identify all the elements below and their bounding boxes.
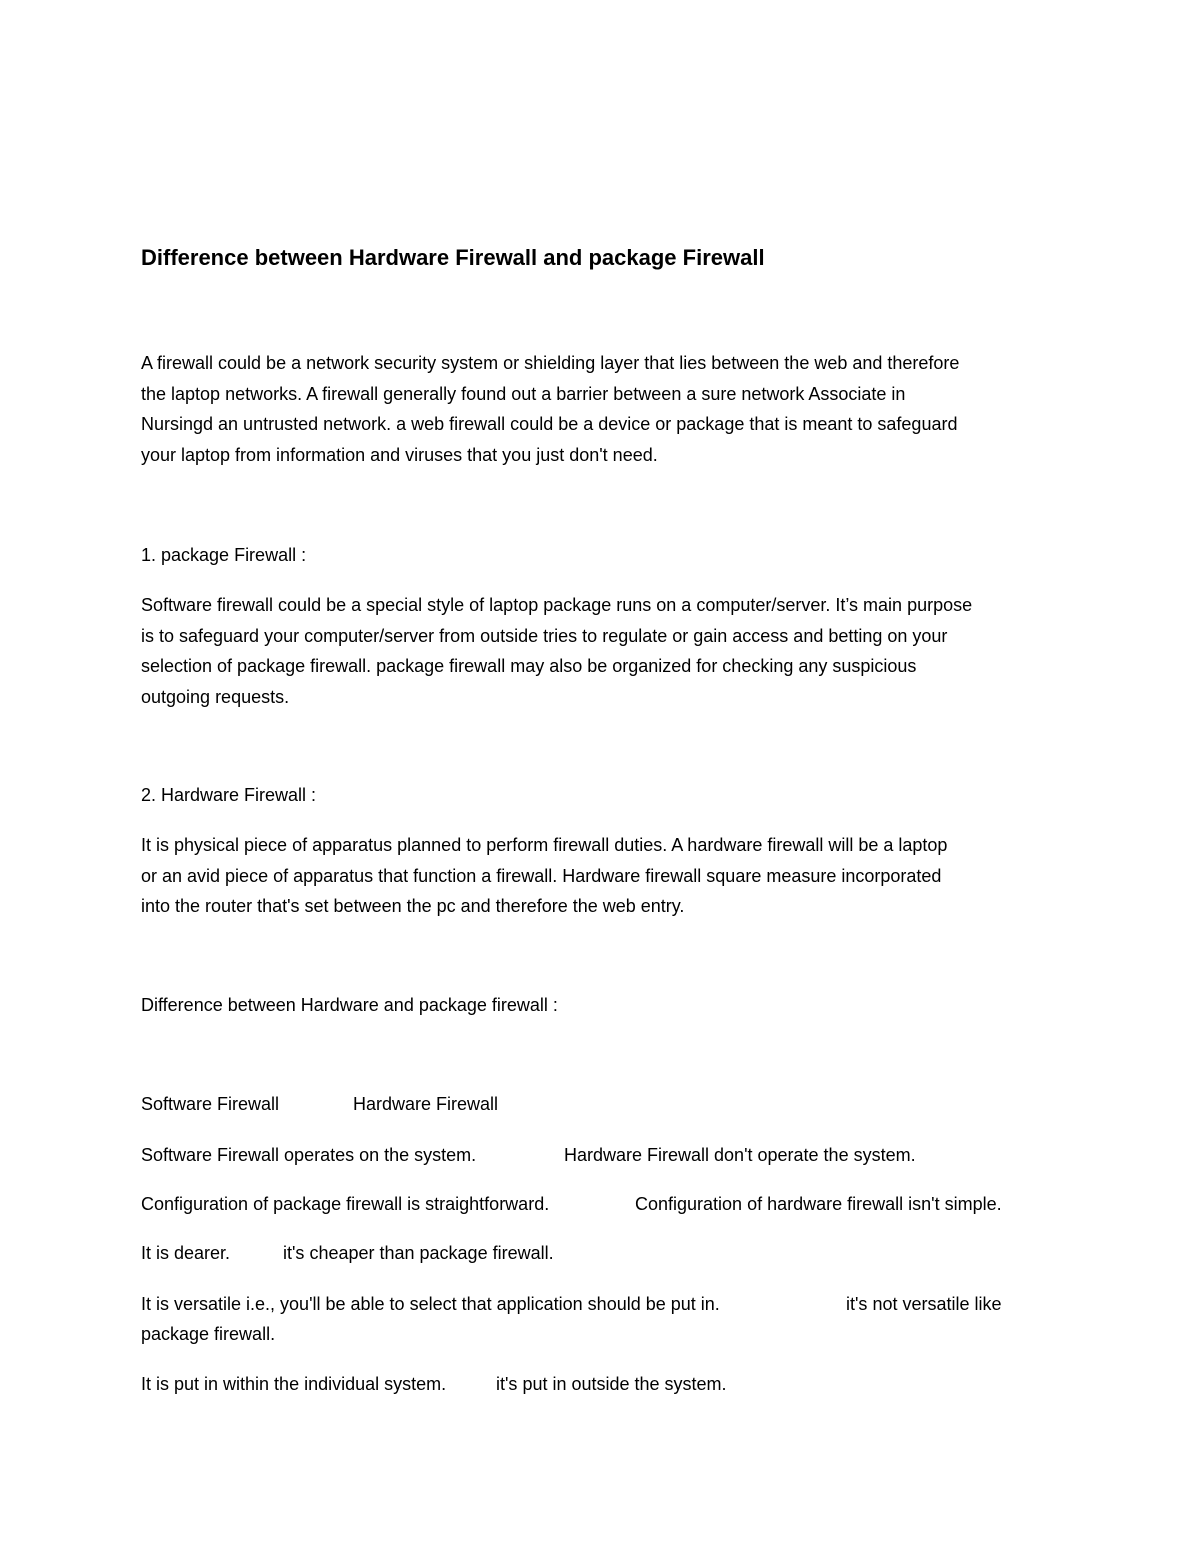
- section-heading-software: 1. package Firewall :: [141, 545, 307, 565]
- comparison-row: [141, 1289, 1002, 1319]
- software-cell: Configuration of package firewall is straightforward.: [141, 1194, 550, 1214]
- header-hardware: Hardware Firewall: [353, 1094, 499, 1114]
- hardware-cell: it's put in outside the system.: [496, 1374, 727, 1394]
- comparison-header-row: [141, 1089, 498, 1119]
- paragraph-line: Nursingd an untrusted network. a web firewall could be a device or package that is meant to safeguard: [141, 414, 958, 434]
- software-cell: It is versatile i.e., you'll be able to select that application should be put in.: [141, 1294, 720, 1314]
- paragraph-line: selection of package firewall. package firewall may also be organized for checking any suspicious: [141, 656, 917, 676]
- comparison-row: [141, 1238, 554, 1268]
- section-heading-hardware: 2. Hardware Firewall :: [141, 785, 317, 805]
- paragraph-line: A firewall could be a network security system or shielding layer that lies between the web and therefore: [141, 353, 960, 373]
- document-title: Difference between Hardware Firewall and package Firewall: [141, 245, 765, 270]
- hardware-cell-continuation: package firewall.: [141, 1324, 276, 1344]
- software-cell: Software Firewall operates on the system.: [141, 1145, 477, 1165]
- paragraph-line: is to safeguard your computer/server from outside tries to regulate or gain access and betting on your: [141, 625, 948, 646]
- hardware-paragraph: [141, 830, 947, 922]
- header-software: Software Firewall: [141, 1094, 280, 1114]
- comparison-row: [141, 1189, 1002, 1219]
- comparison-heading: Difference between Hardware and package firewall :: [141, 995, 558, 1015]
- comparison-row-continuation: [141, 1319, 275, 1349]
- hardware-cell: it's cheaper than package firewall.: [283, 1243, 554, 1263]
- paragraph-line: Software firewall could be a special style of laptop package runs on a computer/server. It’s main purpose: [141, 595, 973, 615]
- paragraph-line: into the router that's set between the pc and therefore the web entry.: [141, 896, 685, 916]
- paragraph-line: It is physical piece of apparatus planned to perform firewall duties. A hardware firewall will be a laptop: [141, 835, 948, 855]
- hardware-cell: it's not versatile like: [846, 1294, 1002, 1314]
- hardware-cell: Configuration of hardware firewall isn't simple.: [635, 1194, 1002, 1214]
- paragraph-line: your laptop from information and viruses that you just don't need.: [141, 444, 658, 465]
- software-cell: It is dearer.: [141, 1243, 231, 1263]
- software-paragraph: [141, 590, 972, 712]
- paragraph-line: the laptop networks. A firewall generally found out a barrier between a sure network Associate in: [141, 383, 906, 404]
- intro-paragraph: [141, 348, 959, 470]
- paragraph-line: or an avid piece of apparatus that function a firewall. Hardware firewall square measure incorporated: [141, 865, 942, 886]
- software-cell: It is put in within the individual system.: [141, 1374, 447, 1394]
- comparison-row: [141, 1369, 727, 1399]
- paragraph-line: outgoing requests.: [141, 686, 290, 707]
- comparison-row: [141, 1140, 916, 1170]
- hardware-cell: Hardware Firewall don't operate the system.: [564, 1145, 916, 1165]
